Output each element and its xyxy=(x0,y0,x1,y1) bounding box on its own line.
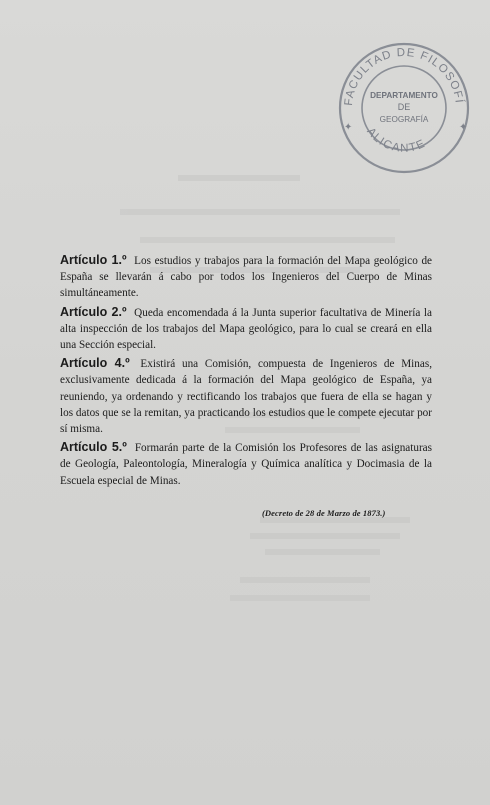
article-text: Los estudios y trabajos para la formación del Mapa geológico de España se llevarán á cabo por todos los Ingenieros del Cuerpo de Minas simultáneamente. xyxy=(60,255,433,300)
decree-citation: (Decreto de 28 de Marzo de 1873.) xyxy=(262,508,386,518)
stamp-star-icon: ✦ xyxy=(459,122,468,133)
article-4 xyxy=(60,355,432,437)
decree-body xyxy=(60,252,432,491)
stamp-graphic xyxy=(334,38,474,178)
stamp-line-1: DEPARTAMENTO xyxy=(370,91,438,100)
article-5 xyxy=(60,439,432,489)
stamp-line-3: GEOGRAFÍA xyxy=(379,115,429,124)
article-label: Artículo 5.º xyxy=(60,440,127,455)
article-2 xyxy=(60,304,432,354)
article-1 xyxy=(60,252,432,302)
article-text: Queda encomendada á la Junta superior facultativa de Minería la alta inspección de los trabajos del Mapa geológico, para lo cual se creará en ella una Sección especial. xyxy=(60,306,432,352)
article-text: Formarán parte de la Comisión los Profesores de las asignaturas de Geología, Paleontología, Mineralogía y Química analítica y Docimasia de la Escuela especial de Minas. xyxy=(60,442,432,487)
article-label: Artículo 1.º xyxy=(60,253,127,267)
stamp-ring-text: FACULTAD DE FILOSOFÍ xyxy=(342,46,465,107)
article-label: Artículo 4.º xyxy=(60,356,130,371)
stamp-city: ALICANTE xyxy=(364,125,428,155)
article-text: Existirá una Comisión, compuesta de Ingenieros de Minas, exclusivamente dedicada á la formación del Mapa geológico de España, ya reuniendo, ya ordenando y rectificando los trabajos que fuera de ella se hagan y los datos que se la remitan, ya practicando los estudios que le compete ejecutar por sí misma. xyxy=(60,358,432,436)
article-label: Artículo 2.º xyxy=(60,304,127,319)
library-stamp xyxy=(334,38,474,178)
stamp-line-2: DE xyxy=(397,102,411,112)
svg-text:ALICANTE xyxy=(364,126,427,155)
stamp-star-icon: ✦ xyxy=(344,122,353,133)
